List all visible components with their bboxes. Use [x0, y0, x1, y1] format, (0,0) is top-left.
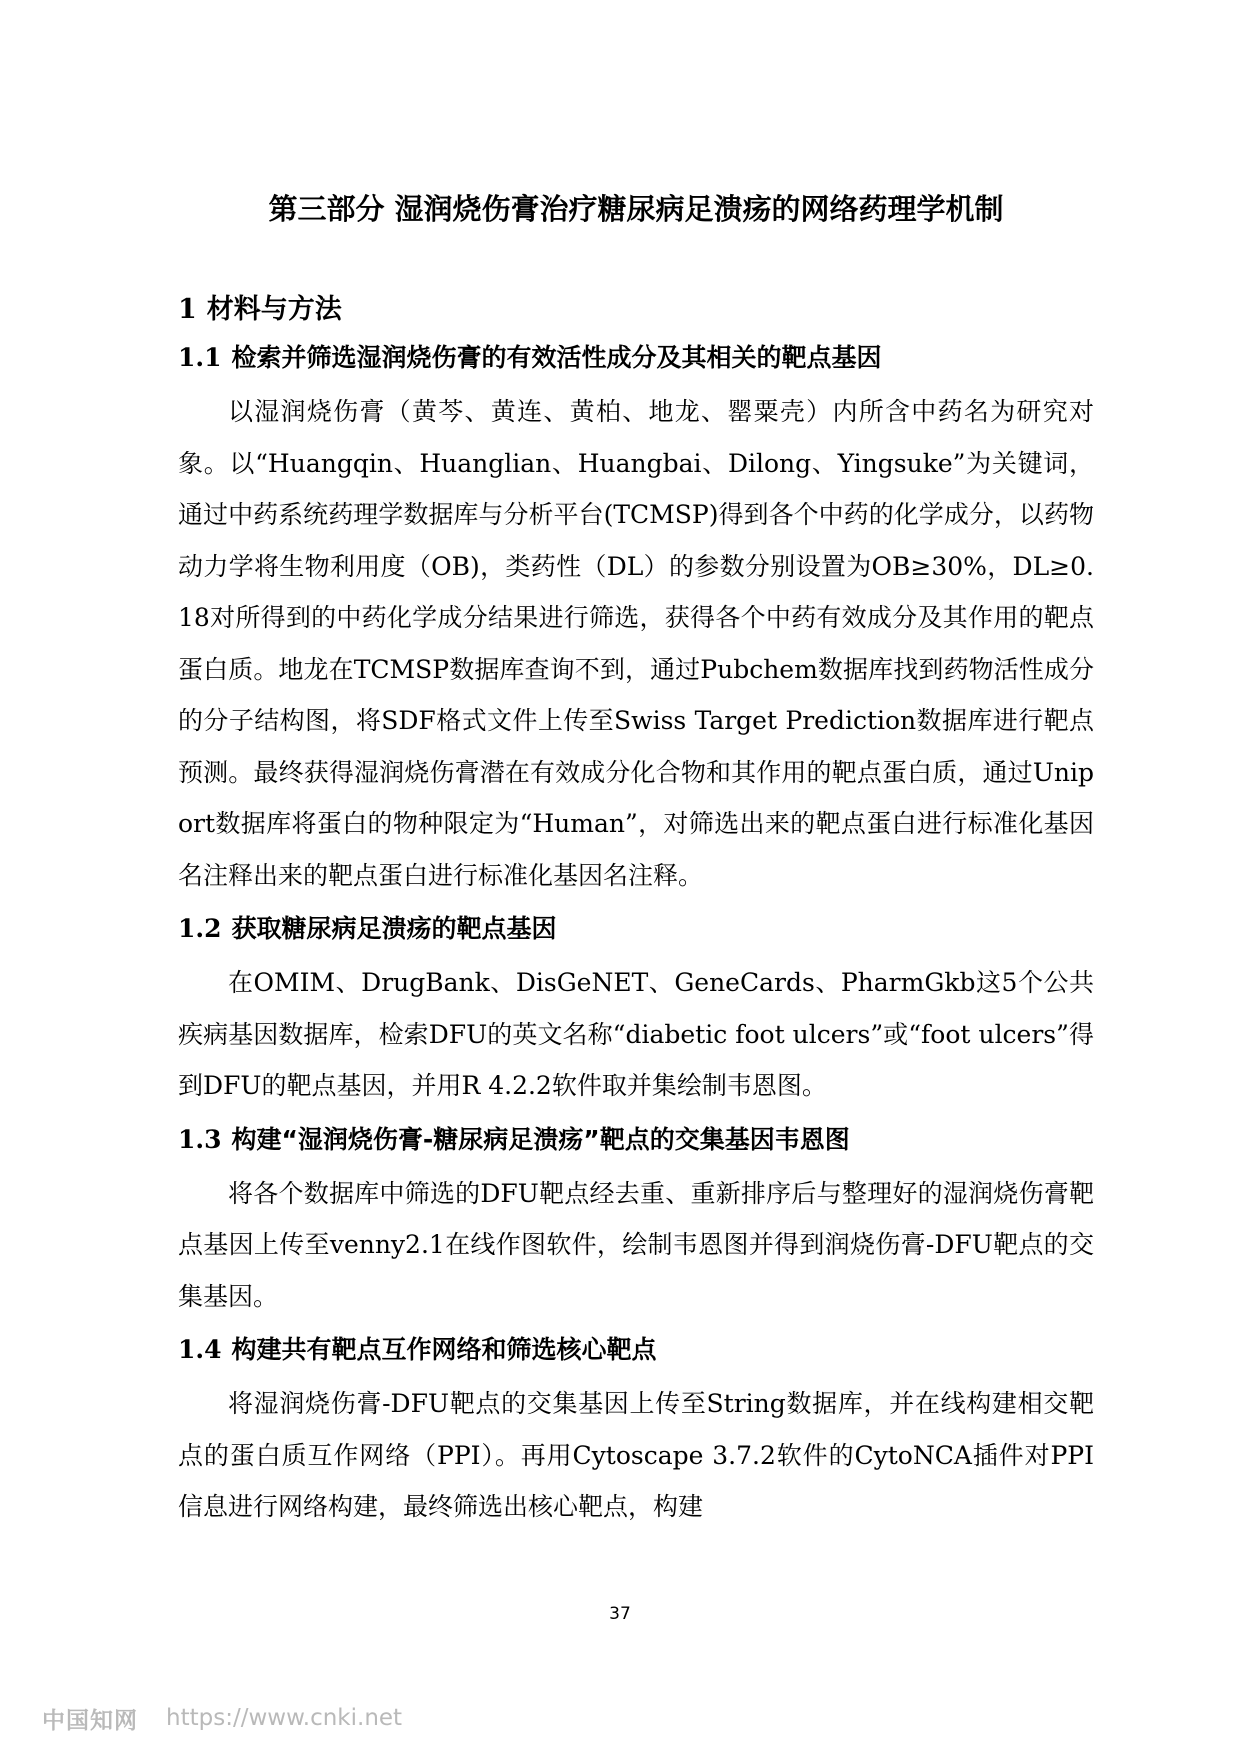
cnki-watermark: [42, 1703, 402, 1733]
section-title: 材料与方法: [206, 294, 342, 325]
subsection-number: 1.2: [178, 914, 222, 943]
paragraph-1-4: 将湿润烧伤膏-DFU靶点的交集基因上传至String数据库，并在线构建相交靶点的蛋白质互作网络（PPI）。再用Cytoscape 3.7.2软件的CytoNCA插件对PPI信息进行网络构建，最终筛选出核心靶点，构建: [178, 1389, 1094, 1521]
part-title: 第三部分 湿润烧伤膏治疗糖尿病足溃疡的网络药理学机制: [268, 192, 1004, 226]
subsection-title: 构建共有靶点互作网络和筛选核心靶点: [231, 1335, 657, 1364]
subsection-heading-1-4: [178, 1330, 1094, 1370]
paragraph-1-3: 将各个数据库中筛选的DFU靶点经去重、重新排序后与整理好的湿润烧伤膏靶点基因上传至venny2.1在线作图软件，绘制韦恩图并得到润烧伤膏-DFU靶点的交集基因。: [178, 1178, 1094, 1311]
subsection-number: 1.4: [178, 1335, 222, 1364]
subsection-number: 1.3: [178, 1124, 222, 1154]
subsection-heading-1-1: [178, 338, 1094, 378]
paragraph-1-1: 以湿润烧伤膏（黄芩、黄连、黄柏、地龙、罂粟壳）内所含中药名为研究对象。以“Huangqin、Huanglian、Huangbai、Dilong、Yingsuke”为关键词，通过中药系统药理学数据库与分析平台(TCMSP)得到各个中药的化学成分，以药物动力学将生物利用度（OB)，类药性（DL）的参数分别设置为OB≥30%，DL≥0.18对所得到的中药化学成分结果进行筛选，获得各个中药有效成分及其作用的靶点蛋白质。地龙在TCMSP数据库查询不到，通过Pubchem数据库找到药物活性成分的分子结构图，将SDF格式文件上传至Swiss Target Prediction数据库进行靶点预测。最终获得湿润烧伤膏潜在有效成分化合物和其作用的靶点蛋白质，通过Uniport数据库将蛋白的物种限定为“Human”，对筛选出来的靶点蛋白进行标准化基因名注释出来的靶点蛋白进行标准化基因名注释。: [178, 397, 1094, 890]
page-content: [178, 188, 1094, 1533]
page-number: 37: [609, 1604, 631, 1624]
subsection-heading-1-3: [178, 1120, 1094, 1160]
section-number: 1: [178, 294, 197, 325]
section-heading-1: [178, 290, 1094, 330]
subsection-number: 1.1: [178, 343, 222, 372]
cnki-logo: 中国知网: [42, 1707, 138, 1734]
paragraph-1-2: 在OMIM、DrugBank、DisGeNET、GeneCards、PharmGkb这5个公共疾病基因数据库，检索DFU的英文名称“diabetic foot ulcers”或“foot ulcers”得到DFU的靶点基因，并用R 4.2.2软件取并集绘制韦恩图。: [178, 968, 1094, 1100]
subsection-title: 检索并筛选湿润烧伤膏的有效活性成分及其相关的靶点基因: [231, 343, 882, 372]
subsection-title: 获取糖尿病足溃疡的靶点基因: [231, 914, 557, 943]
cnki-url: https://www.cnki.net: [166, 1705, 403, 1731]
subsection-heading-1-2: [178, 909, 1094, 949]
subsection-title: 构建“湿润烧伤膏-糖尿病足溃疡”靶点的交集基因韦恩图: [231, 1124, 850, 1154]
